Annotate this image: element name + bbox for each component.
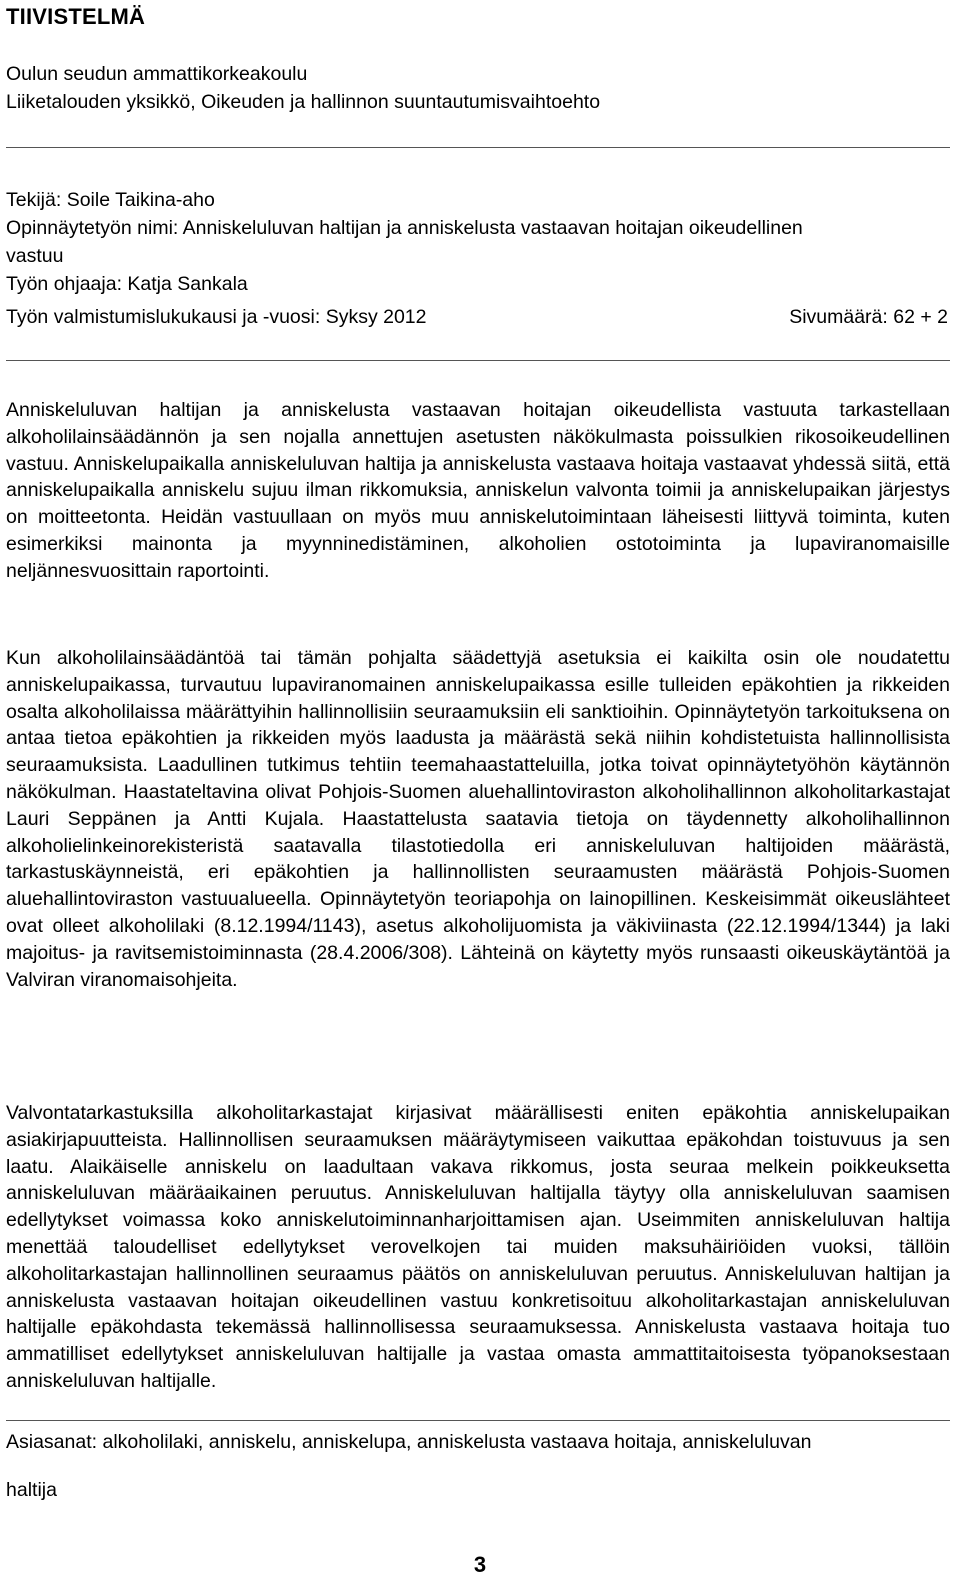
thesis-name-continuation: vastuu (6, 245, 64, 267)
divider-bottom (6, 1420, 950, 1421)
divider-middle (6, 360, 950, 361)
divider-top (6, 147, 950, 148)
abstract-paragraph-3: Valvontatarkastuksilla alkoholitarkastajat kirjasivat määrällisesti eniten epäkohtia anniskelupaikan asiakirjapuutteista. Hallinnollisen seuraamuksen määräytymiseen vaikuttaa epäkohdan toistuvuus ja sen laatu. Alaikäiselle anniskelu on laadultaan vakava rikkomus, josta seuraa melkein poikkeuksetta anniskeluluvan määräaikainen peruutus. Anniskeluluvan haltijalla täytyy olla anniskeluluvan saamisen edellytykset voimassa koko anniskelutoiminnanharjoittamisen ajan. Useimmiten anniskeluluvan haltija menettää taloudelliset edellytykset verovelkojen tai muiden maksuhäiriöiden vuoksi, tällöin alkoholitarkastajan hallinnollinen seuraamus päätös on anniskeluluvan peruutus. Anniskeluluvan haltijan ja anniskelusta vastaavan hoitajan oikeudellinen vastuu konkretisoituu alkoholitarkastajan anniskeluluvan haltijalle epäkohdasta tekemässä hallinnollisessa seuraamuksessa. Anniskelusta vastaava hoitaja tuo ammatilliset edellytykset anniskeluluvan haltijalle ja vastaa omasta ammattitaitoisesta työpanoksestaan anniskeluluvan haltijalle. (6, 1102, 950, 1392)
keywords-line: Asiasanat: alkoholilaki, anniskelu, anniskelupa, anniskelusta vastaava hoitaja, anniskeluluvan (6, 1431, 812, 1453)
unit-name: Liiketalouden yksikkö, Oikeuden ja hallinnon suuntautumisvaihtoehto (6, 91, 601, 113)
author-line: Tekijä: Soile Taikina-aho (6, 189, 215, 211)
keywords-continuation: haltija (6, 1479, 57, 1501)
supervisor-line: Työn ohjaaja: Katja Sankala (6, 273, 248, 295)
abstract-title: TIIVISTELMÄ (6, 4, 146, 29)
page-number: 3 (473, 1552, 487, 1577)
page-count: Sivumäärä: 62 + 2 (789, 306, 948, 328)
abstract-paragraph-1: Anniskeluluvan haltijan ja anniskelusta vastaavan hoitajan oikeudellista vastuuta tarkastellaan alkoholilainsäädännön ja sen nojalla annettujen asetusten näkökulmasta poissulkien rikosoikeudellinen vastuu. Anniskelupaikalla anniskeluluvan haltija ja anniskelusta vastaava hoitaja vastaavat yhdessä siitä, että anniskelupaikalla anniskelu sujuu ilman rikkomuksia, anniskelun valvonta toimii ja anniskelupaikan järjestys on moitteetonta. Heidän vastuullaan on myös muu anniskelutoimintaan läheisesti liittyvä toiminta, kuten esimerkiksi mainonta ja myynninedistäminen, alkoholien ostotoiminta ja lupaviranomaisille neljännesvuosittain raportointi. (6, 399, 950, 582)
completion-line: Työn valmistumislukukausi ja -vuosi: Syksy 2012 (6, 306, 427, 328)
thesis-name-line: Opinnäytetyön nimi: Anniskeluluvan haltijan ja anniskelusta vastaavan hoitajan oikeudellinen (6, 217, 803, 239)
abstract-paragraph-2: Kun alkoholilainsäädäntöä tai tämän pohjalta säädettyjä asetuksia ei kaikilta osin ole noudatettu anniskelupaikassa, turvautuu lupaviranomainen anniskelupaikassa esille tulleiden epäkohtien ja rikkeiden osalta alkoholilaissa määrättyihin hallinnollisiin seuraamuksiin eli sanktioihin. Opinnäytetyön tarkoituksena on antaa tietoa epäkohtien ja rikkeiden myös laadusta ja määrästä sekä niihin kohdistetuista hallinnollisista seuraamuksista. Laadullinen tutkimus tehtiin teemahaastatteluilla, jotka toivat opinnäytetyöhön käytännön näkökulman. Haastateltavina olivat Pohjois-Suomen aluehallintoviraston alkoholihallinnon alkoholitarkastajat Lauri Seppänen ja Antti Kujala. Haastattelusta saatavia tietoja on täydennetty alkoholihallinnon alkoholielinkeinorekisteristä saatavalla tilastotiedolla eri anniskeluluvan haltijoiden määrästä, tarkastuskäynneistä, eri epäkohtien ja hallinnollisten seuraamusten määrästä Pohjois-Suomen aluehallintoviraston vastuualueella. Opinnäytetyön teoriapohja on lainopillinen. Keskeisimmät oikeuslähteet ovat olleet alkoholilaki (8.12.1994/1143), asetus alkoholijuomista ja väkiviinasta (22.12.1994/1344) ja laki majoitus- ja ravitsemistoiminnasta (28.4.2006/308). Lähteinä on käytetty myös runsaasti oikeuskäytäntöä ja Valviran viranomaisohjeita. (6, 647, 950, 991)
school-name: Oulun seudun ammattikorkeakoulu (6, 63, 308, 85)
